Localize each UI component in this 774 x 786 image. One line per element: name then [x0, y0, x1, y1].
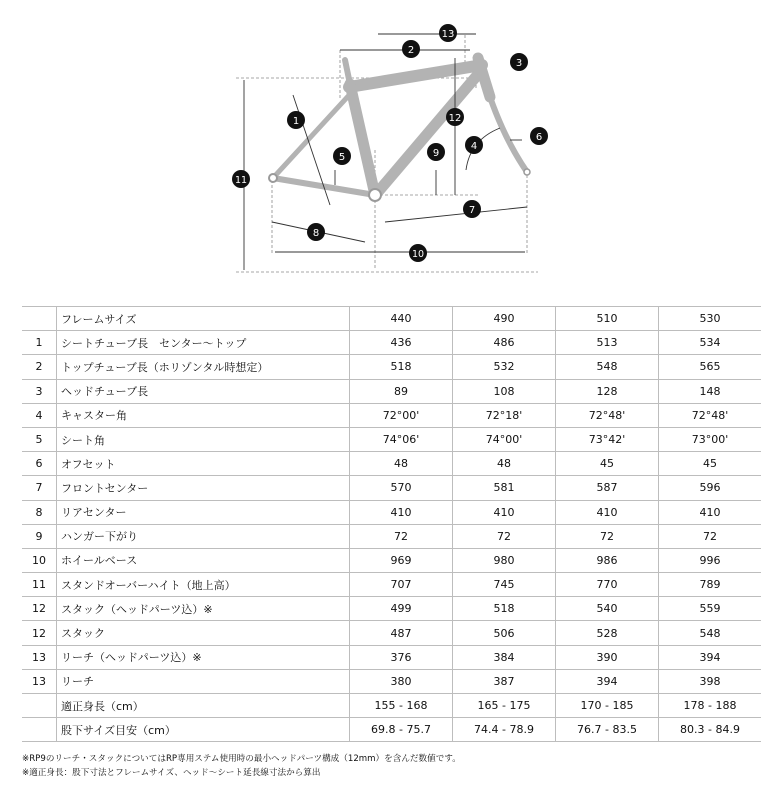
row-label: シートチューブ長 センター〜トップ [57, 331, 350, 355]
row-value: 394 [659, 645, 762, 669]
footnote: ※適正身長：股下寸法とフレームサイズ、ヘッド〜シート延長線寸法から算出 [22, 768, 321, 778]
svg-text:13: 13 [441, 29, 455, 40]
table-row [22, 548, 761, 572]
header-label: フレームサイズ [57, 307, 350, 331]
callout-13 [439, 24, 457, 42]
row-value: 108 [453, 379, 556, 403]
table-row [22, 573, 761, 597]
row-label: トップチューブ長（ホリゾンタル時想定） [57, 355, 350, 379]
callout-2 [402, 40, 420, 58]
row-value: 170 - 185 [556, 694, 659, 718]
row-number: 4 [22, 403, 57, 427]
row-label: キャスター角 [57, 403, 350, 427]
table-row [22, 403, 761, 427]
row-value: 581 [453, 476, 556, 500]
callout-1 [287, 111, 305, 129]
row-value: 410 [453, 500, 556, 524]
row-value: 72 [350, 524, 453, 548]
down-tube [377, 72, 480, 193]
row-value: 398 [659, 669, 762, 693]
row-value: 376 [350, 645, 453, 669]
row-number: 9 [22, 524, 57, 548]
row-value: 410 [556, 500, 659, 524]
footnotes [22, 752, 461, 780]
row-value: 518 [350, 355, 453, 379]
svg-text:12: 12 [448, 113, 462, 124]
row-label: ハンガー下がり [57, 524, 350, 548]
row-label: スタンドオーバーハイト（地上高） [57, 573, 350, 597]
callout-7 [463, 200, 481, 218]
svg-text:7: 7 [468, 205, 476, 216]
row-label: ホイールベース [57, 548, 350, 572]
size-440: 440 [350, 307, 453, 331]
row-value: 73°42' [556, 427, 659, 451]
callout-5 [333, 147, 351, 165]
svg-text:5: 5 [338, 152, 346, 163]
svg-text:1: 1 [292, 116, 300, 127]
rear-dropout [269, 174, 277, 182]
row-value: 487 [350, 621, 453, 645]
table-row [22, 452, 761, 476]
callout-10 [409, 244, 427, 262]
row-value: 410 [350, 500, 453, 524]
row-value: 528 [556, 621, 659, 645]
svg-text:4: 4 [470, 141, 478, 152]
row-value: 74°00' [453, 427, 556, 451]
row-number: 3 [22, 379, 57, 403]
callout-4 [465, 136, 483, 154]
callout-3 [510, 53, 528, 71]
row-number: 11 [22, 573, 57, 597]
row-number: 12 [22, 597, 57, 621]
fork [490, 97, 527, 172]
frame-geometry-diagram [0, 0, 774, 300]
row-label: オフセット [57, 452, 350, 476]
footnote: ※RP9のリーチ・スタックについてはRP専用ステム使用時の最小ヘッドパーツ構成（12mm）を含んだ数値です。 [22, 754, 461, 764]
row-label: シート角 [57, 427, 350, 451]
row-number: 1 [22, 331, 57, 355]
row-value: 80.3 - 84.9 [659, 718, 762, 742]
row-value: 45 [556, 452, 659, 476]
table-row [22, 718, 761, 742]
row-value: 969 [350, 548, 453, 572]
table-row [22, 621, 761, 645]
table-header-row [22, 307, 761, 331]
row-number: 6 [22, 452, 57, 476]
row-value: 596 [659, 476, 762, 500]
row-number [22, 718, 57, 742]
row-value: 548 [556, 355, 659, 379]
row-value: 48 [350, 452, 453, 476]
callout-9 [427, 143, 445, 161]
row-value: 540 [556, 597, 659, 621]
table-row [22, 379, 761, 403]
svg-text:9: 9 [432, 148, 440, 159]
table-row [22, 694, 761, 718]
row-label: 適正身長（cm） [57, 694, 350, 718]
row-label: リアセンター [57, 500, 350, 524]
row-number: 7 [22, 476, 57, 500]
guide-lines [236, 35, 538, 272]
row-value: 165 - 175 [453, 694, 556, 718]
row-value: 587 [556, 476, 659, 500]
row-value: 548 [659, 621, 762, 645]
row-value: 570 [350, 476, 453, 500]
svg-text:8: 8 [312, 228, 320, 239]
callout-8 [307, 223, 325, 241]
row-value: 72°00' [350, 403, 453, 427]
row-value: 770 [556, 573, 659, 597]
row-value: 72°48' [659, 403, 762, 427]
row-value: 486 [453, 331, 556, 355]
row-number: 2 [22, 355, 57, 379]
row-number: 10 [22, 548, 57, 572]
row-value: 532 [453, 355, 556, 379]
size-490: 490 [453, 307, 556, 331]
row-value: 789 [659, 573, 762, 597]
seat-stay [273, 92, 352, 178]
row-value: 45 [659, 452, 762, 476]
bottom-bracket [369, 189, 381, 201]
row-value: 148 [659, 379, 762, 403]
row-value: 390 [556, 645, 659, 669]
seat-tube [350, 84, 375, 195]
row-label: 股下サイズ目安（cm） [57, 718, 350, 742]
table-row [22, 669, 761, 693]
table-row [22, 355, 761, 379]
row-value: 48 [453, 452, 556, 476]
table-row [22, 524, 761, 548]
svg-text:6: 6 [535, 132, 543, 143]
row-value: 559 [659, 597, 762, 621]
row-number: 13 [22, 645, 57, 669]
row-value: 534 [659, 331, 762, 355]
svg-text:2: 2 [407, 45, 415, 56]
table-row [22, 331, 761, 355]
row-value: 565 [659, 355, 762, 379]
svg-text:10: 10 [411, 249, 425, 260]
row-value: 980 [453, 548, 556, 572]
row-value: 128 [556, 379, 659, 403]
row-value: 499 [350, 597, 453, 621]
row-value: 384 [453, 645, 556, 669]
row-label: スタック [57, 621, 350, 645]
svg-text:3: 3 [515, 58, 523, 69]
row-value: 707 [350, 573, 453, 597]
table-row [22, 476, 761, 500]
row-value: 996 [659, 548, 762, 572]
row-value: 745 [453, 573, 556, 597]
row-value: 518 [453, 597, 556, 621]
index-cell [22, 307, 57, 331]
row-value: 73°00' [659, 427, 762, 451]
row-label: フロントセンター [57, 476, 350, 500]
row-value: 72 [556, 524, 659, 548]
row-value: 76.7 - 83.5 [556, 718, 659, 742]
size-510: 510 [556, 307, 659, 331]
front-dropout [524, 169, 530, 175]
svg-text:11: 11 [234, 175, 248, 186]
callout-6 [530, 127, 548, 145]
table-row [22, 500, 761, 524]
row-value: 72 [453, 524, 556, 548]
row-value: 74°06' [350, 427, 453, 451]
head-tube [478, 58, 490, 97]
top-tube [349, 65, 482, 87]
row-number: 8 [22, 500, 57, 524]
row-value: 72°48' [556, 403, 659, 427]
row-value: 513 [556, 331, 659, 355]
row-label: リーチ（ヘッドパーツ込）※ [57, 645, 350, 669]
bike-frame [273, 58, 527, 195]
table-row [22, 645, 761, 669]
row-value: 986 [556, 548, 659, 572]
row-label: ヘッドチューブ長 [57, 379, 350, 403]
row-value: 387 [453, 669, 556, 693]
row-value: 380 [350, 669, 453, 693]
table-row [22, 427, 761, 451]
row-value: 506 [453, 621, 556, 645]
callout-11 [232, 170, 250, 188]
row-value: 74.4 - 78.9 [453, 718, 556, 742]
seatpost [345, 60, 350, 84]
row-number: 13 [22, 669, 57, 693]
row-value: 72 [659, 524, 762, 548]
geometry-table [22, 306, 761, 742]
row-label: スタック（ヘッドパーツ込）※ [57, 597, 350, 621]
callout-12 [446, 108, 464, 126]
row-number [22, 694, 57, 718]
row-number: 5 [22, 427, 57, 451]
row-value: 410 [659, 500, 762, 524]
row-label: リーチ [57, 669, 350, 693]
row-value: 89 [350, 379, 453, 403]
row-value: 394 [556, 669, 659, 693]
row-value: 436 [350, 331, 453, 355]
row-value: 178 - 188 [659, 694, 762, 718]
row-value: 69.8 - 75.7 [350, 718, 453, 742]
row-value: 72°18' [453, 403, 556, 427]
row-number: 12 [22, 621, 57, 645]
table-row [22, 597, 761, 621]
size-530: 530 [659, 307, 762, 331]
row-value: 155 - 168 [350, 694, 453, 718]
